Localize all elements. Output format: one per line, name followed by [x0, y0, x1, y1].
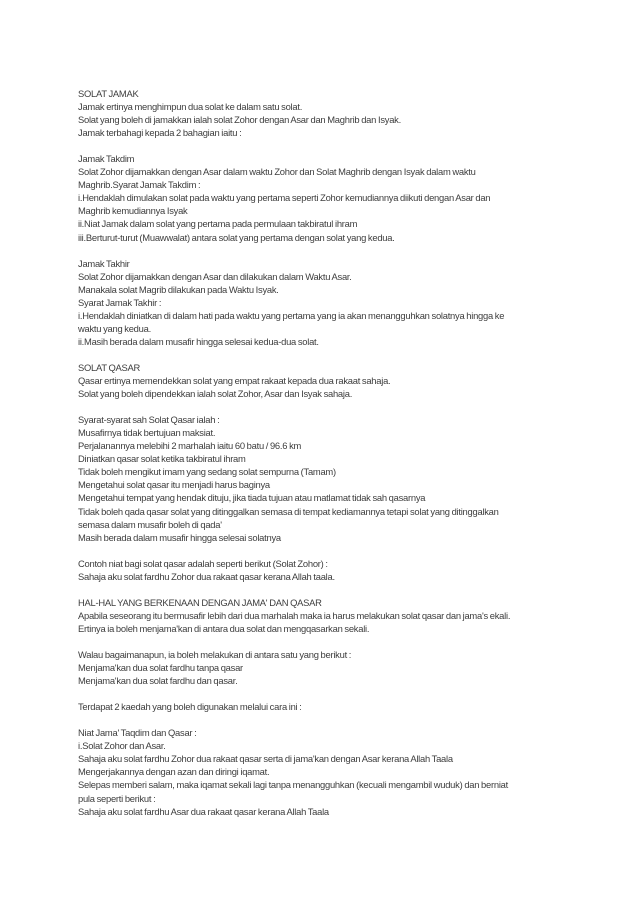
text-line: iii.Berturut-turut (Muawwalat) antara solat yang pertama dengan solat yang kedua.	[78, 231, 395, 243]
paragraph-heading-line: HAL-HAL YANG BERKENAAN DENGAN JAMA' DAN QASAR	[78, 596, 322, 608]
text-line: Syarat Jamak Takhir :	[78, 296, 162, 308]
paragraph-heading-line: SOLAT JAMAK	[78, 88, 139, 99]
text-line: Manakala solat Magrib dilakukan pada Waktu Isyak.	[78, 283, 279, 295]
text-line: Tidak boleh mengikut imam yang sedang solat sempurna (Tamam)	[78, 466, 336, 478]
paragraph-gap	[78, 583, 578, 596]
text-line: Musafirnya tidak bertujuan maksiat.	[78, 427, 216, 439]
paragraph-gap	[78, 400, 578, 413]
paragraph-gap	[78, 635, 578, 648]
text-line: Tidak boleh qada qasar solat yang ditinggalkan semasa di tempat kediamannya tetapi solat yang ditinggalkan	[78, 505, 499, 517]
paragraph-heading-line: Contoh niat bagi solat qasar adalah seperti berikut (Solat Zohor) :	[78, 557, 328, 569]
text-line: Jamak terbahagi kepada 2 bahagian iaitu :	[78, 127, 242, 139]
paragraph-gap	[78, 139, 578, 152]
text-line: Mengetahui solat qasar itu menjadi harus baginya	[78, 479, 270, 491]
paragraph-heading-line: Niat Jama' Taqdim dan Qasar :	[78, 727, 197, 739]
text-line: Sahaja aku solat fardhu Zohor dua rakaat qasar serta di jama'kan dengan Asar kerana Allah Taala	[78, 753, 453, 765]
paragraph-gap	[78, 348, 578, 361]
text-line: Selepas memberi salam, maka iqamat sekali lagi tanpa menangguhkan (kecuali mengambil wuduk) dan berniat	[78, 779, 508, 791]
text-line: i.Solat Zohor dan Asar.	[78, 740, 166, 752]
text-line: i.Hendaklah dimulakan solat pada waktu yang pertama seperti Zohor kemudiannya diikuti dengan Asar dan	[78, 192, 491, 204]
paragraph-gap	[78, 713, 578, 726]
text-line: Diniatkan qasar solat ketika takbiratul ihram	[78, 453, 246, 465]
text-line: Jamak ertinya menghimpun dua solat ke dalam satu solat.	[78, 101, 303, 113]
paragraph-heading-line: Jamak Takhir	[78, 257, 130, 269]
text-line: Mengetahui tempat yang hendak dituju, jika tiada tujuan atau matlamat tidak sah qasarnya	[78, 492, 426, 504]
paragraph-gap	[78, 544, 578, 557]
text-line: Masih berada dalam musafir hingga selesai solatnya	[78, 531, 281, 543]
text-line: Ertinya ia boleh menjama'kan di antara dua solat dan mengqasarkan sekali.	[78, 622, 370, 634]
paragraph-heading-line: Terdapat 2 kaedah yang boleh digunakan melalui cara ini :	[78, 701, 302, 713]
paragraph-gap	[78, 687, 578, 700]
text-line: ii.Niat Jamak dalam solat yang pertama pada permulaan takbiratul ihram	[78, 218, 358, 230]
text-line: Apabila seseorang itu bermusafir lebih dari dua marhalah maka ia harus melakukan solat qasar dan jama's ekali.	[78, 609, 511, 621]
text-line: Solat yang boleh dipendekkan ialah solat Zohor, Asar dan Isyak sahaja.	[78, 388, 353, 400]
text-line: i.Hendaklah diniatkan di dalam hati pada waktu yang pertama yang ia akan menangguhkan solatnya hingga ke	[78, 309, 505, 321]
text-line: semasa dalam musafir boleh di qada'	[78, 518, 222, 530]
text-line: Solat yang boleh di jamakkan ialah solat Zohor dengan Asar dan Maghrib dan Isyak.	[78, 114, 401, 126]
text-line: ii.Masih berada dalam musafir hingga selesai kedua-dua solat.	[78, 335, 319, 347]
text-line: Menjama'kan dua solat fardhu tanpa qasar	[78, 662, 243, 674]
paragraph-heading-line: SOLAT QASAR	[78, 361, 141, 373]
text-line: Maghrib.Syarat Jamak Takdim :	[78, 179, 201, 191]
text-line: Mengerjakannya dengan azan dan diringi iqamat.	[78, 766, 270, 778]
text-line: Maghrib kemudiannya Isyak	[78, 205, 188, 217]
paragraph-heading-line: Jamak Takdim	[78, 153, 135, 165]
text-line: Solat Zohor dijamakkan dengan Asar dalam waktu Zohor dan Solat Maghrib dengan Isyak dalam waktu	[78, 166, 476, 178]
text-line: Solat Zohor dijamakkan dengan Asar dan dilakukan dalam Waktu Asar.	[78, 270, 352, 282]
text-line: waktu yang kedua.	[78, 322, 151, 334]
text-line: Perjalanannya melebihi 2 marhalah iaitu 60 batu / 96.6 km	[78, 440, 302, 452]
text-line: Menjama'kan dua solat fardhu dan qasar.	[78, 675, 238, 687]
paragraph-heading-line: Walau bagaimanapun, ia boleh melakukan di antara satu yang berikut :	[78, 649, 352, 661]
text-line: Sahaja aku solat fardhu Asar dua rakaat qasar kerana Allah Taala	[78, 805, 329, 817]
paragraph-gap	[78, 244, 578, 257]
text-line: Qasar ertinya memendekkan solat yang empat rakaat kepada dua rakaat sahaja.	[78, 375, 391, 387]
document-body	[78, 87, 578, 818]
text-line: Sahaja aku solat fardhu Zohor dua rakaat qasar kerana Allah taala.	[78, 570, 335, 582]
text-line: pula seperti berikut :	[78, 792, 156, 804]
paragraph-heading-line: Syarat-syarat sah Solat Qasar ialah :	[78, 414, 220, 426]
